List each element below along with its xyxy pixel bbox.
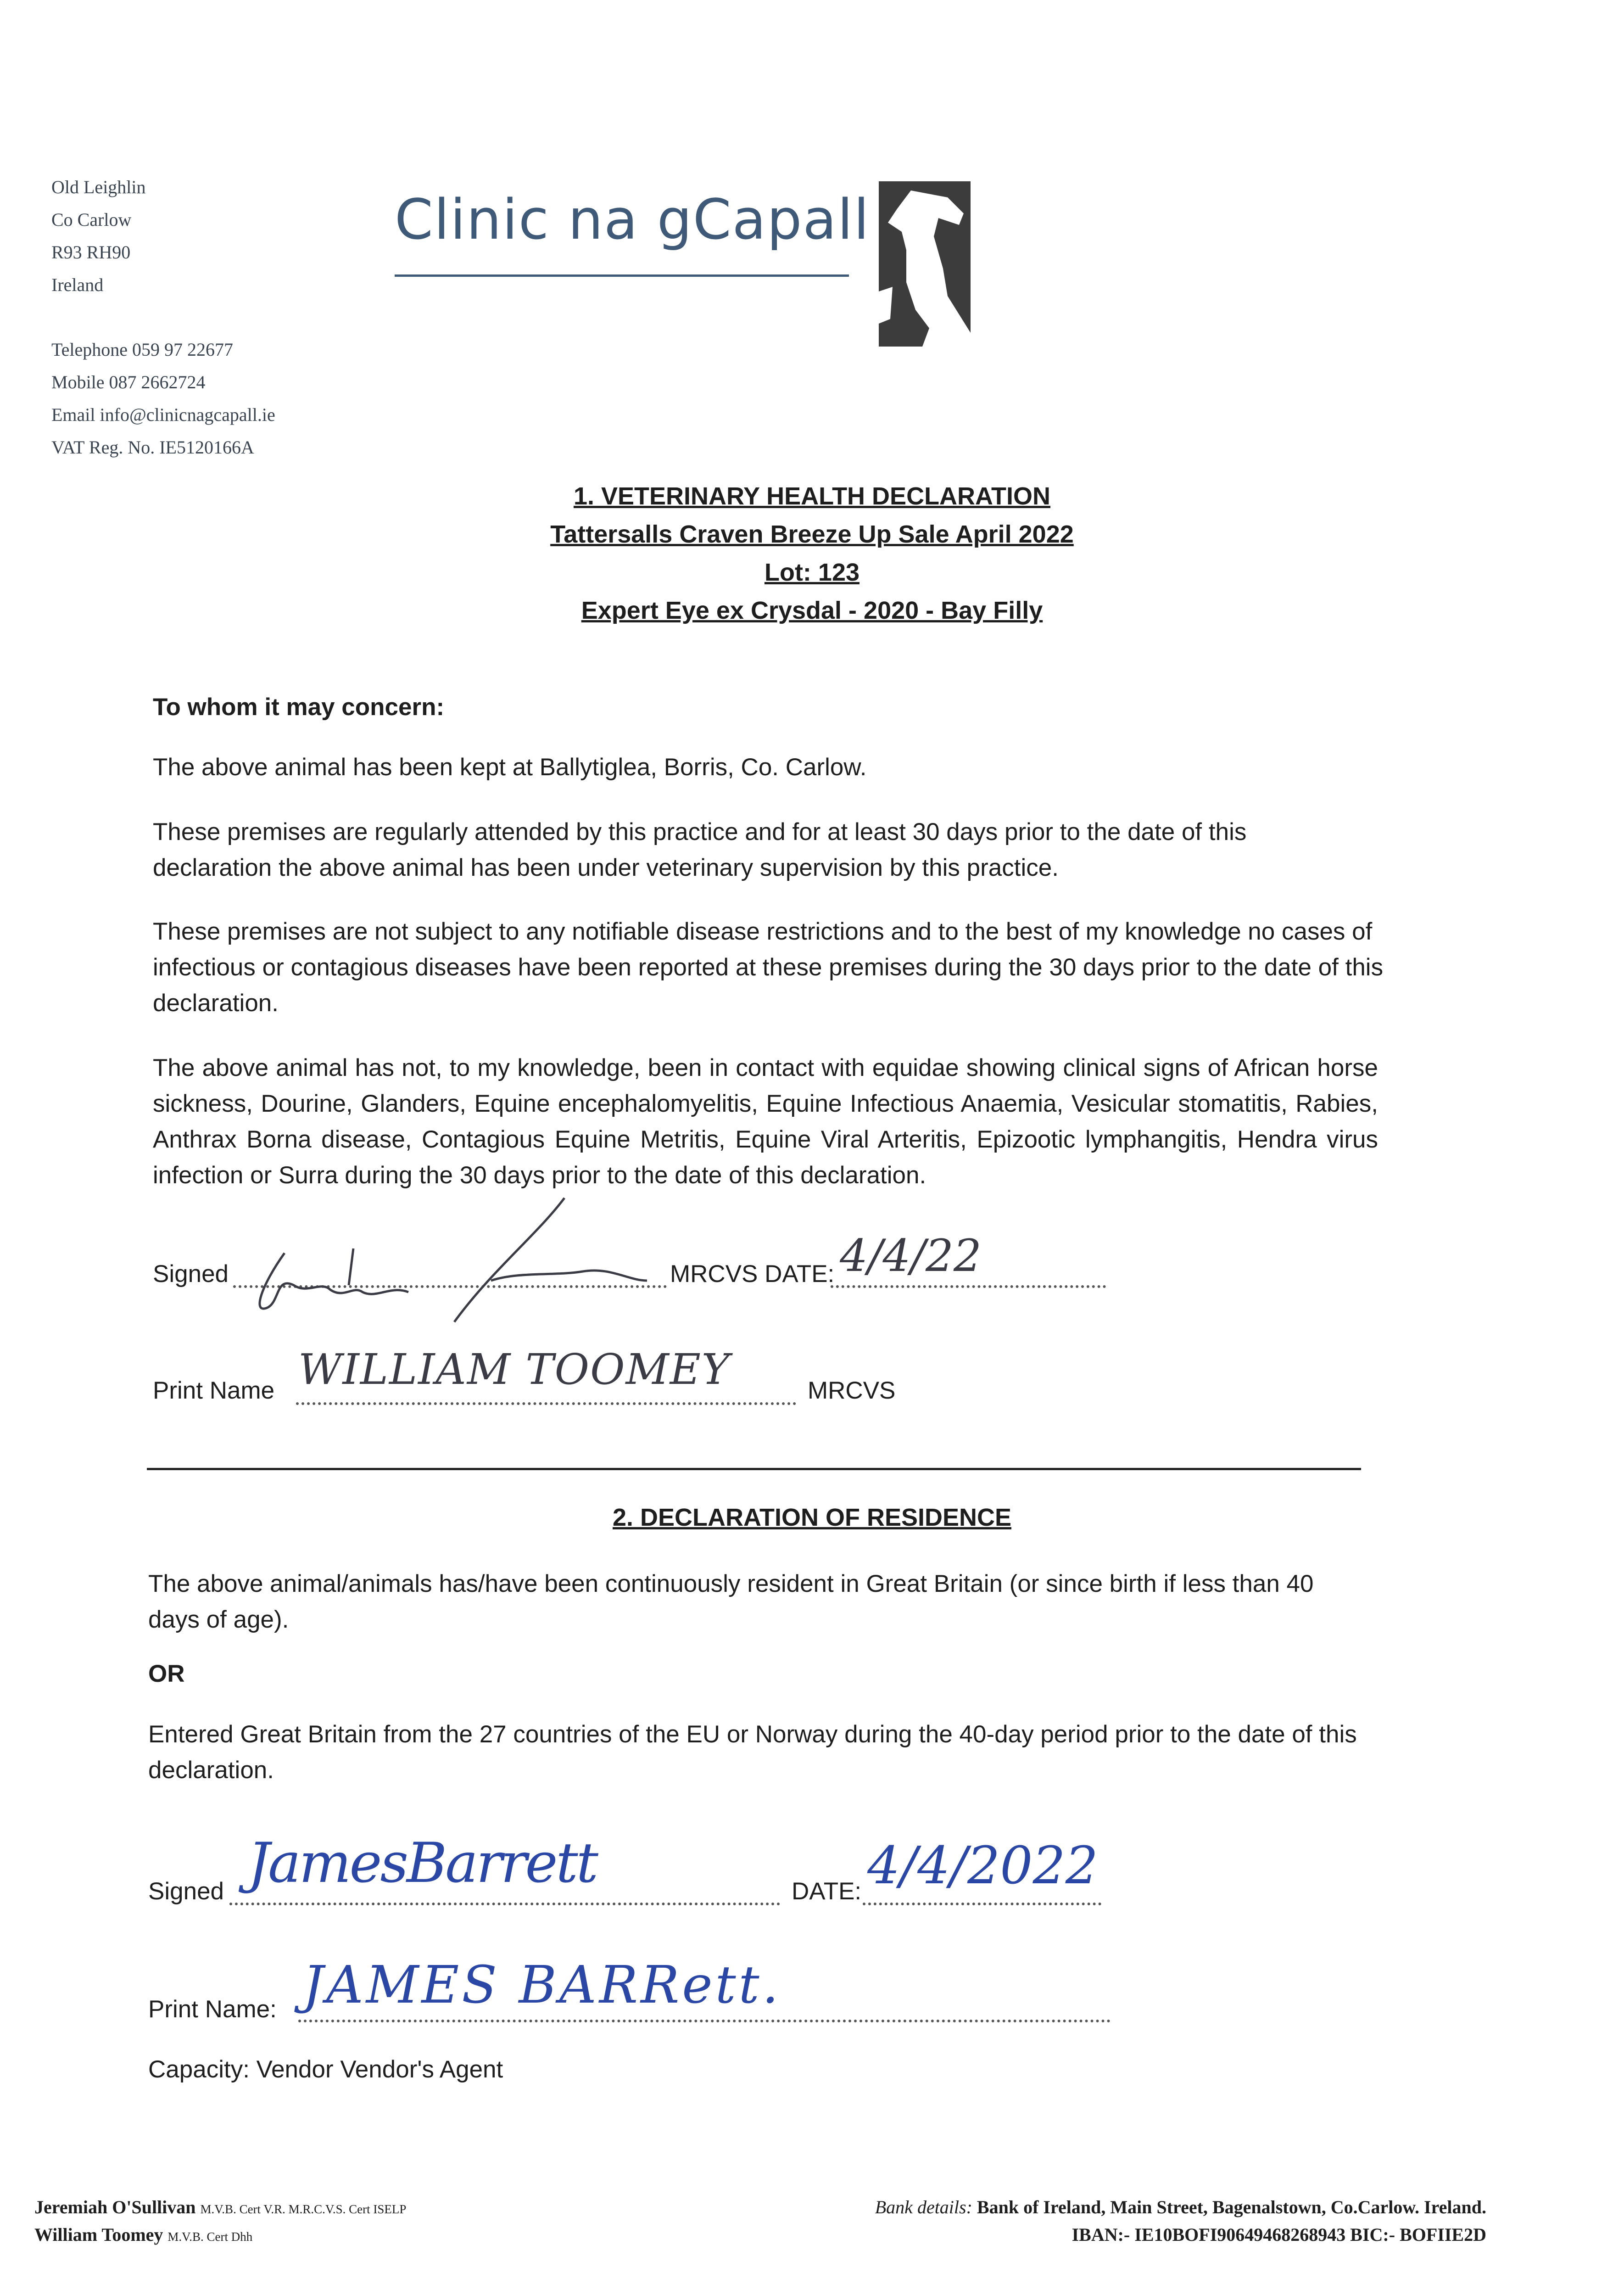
bank-label: Bank details: [875, 2197, 972, 2217]
or-label: OR [148, 1660, 185, 1687]
vendor-date-label: DATE: [792, 1878, 862, 1905]
vendor-print-name-dotted-line [298, 2020, 1111, 2022]
logo-underline [395, 274, 849, 277]
paragraph: The above animal has not, to my knowledge, been in contact with equidae showing clinical signs of African horse sickness, Dourine, Glanders, Equine encephalomyelitis, Equine Infectious Anaemia, Vesicular stomatitis, Rabies, Anthrax Borna disease, Contagious Equine Metritis, Equine Viral Arteritis, Epizootic lymphangitis, Hendra virus infection or Surra during the 30 days prior to the date of this declaration. [153, 1054, 1378, 1189]
vet2-name: William Toomey [34, 2224, 163, 2245]
vendor-print-name: JAMES BARRett. [303, 1955, 781, 2015]
print-name-dotted-line [296, 1402, 796, 1405]
lot-number: Lot: 123 [764, 559, 860, 586]
paragraph: These premises are regularly attended by this practice and for at least 30 days prior to the date of this declaration the above animal has been under veterinary supervision by this practice. [153, 818, 1247, 881]
clinic-logo-text: Clinic na gCapall [395, 188, 870, 252]
vet-signature [234, 1193, 693, 1331]
vendor-signature: JamesBarrett [248, 1831, 597, 1895]
mobile: Mobile 087 2662724 [51, 372, 206, 392]
vendor-signature-date: 4/4/2022 [867, 1836, 1099, 1896]
mrcvs-suffix: MRCVS [808, 1377, 896, 1404]
bank-details [875, 2196, 1486, 2218]
paragraph: These premises are not subject to any notifiable disease restrictions and to the best of my knowledge no cases of infectious or contagious diseases have been reported at these premises during the 30 days prior to the date of this declaration. [153, 918, 1384, 1017]
email: Email info@clinicnagcapall.ie [51, 404, 275, 425]
paragraph: The above animal/animals has/have been continuously resident in Great Britain (or since birth if less than 40 days of age). [148, 1570, 1314, 1633]
address-line: R93 RH90 [51, 242, 131, 263]
address-block [51, 171, 146, 301]
paragraph: Entered Great Britain from the 27 countries of the EU or Norway during the 40-day period prior to the date of this declaration. [148, 1721, 1357, 1784]
horse-description: Expert Eye ex Crysdal - 2020 - Bay Filly [581, 597, 1043, 624]
vet-print-name: WILLIAM TOOMEY [298, 1345, 731, 1394]
paragraph: The above animal has been kept at Ballytiglea, Borris, Co. Carlow. [153, 754, 867, 781]
print-name-label: Print Name [153, 1377, 275, 1404]
section2-title: 2. DECLARATION OF RESIDENCE [612, 1504, 1012, 1531]
horse-head-icon [879, 181, 971, 347]
vendor-print-name-label: Print Name: [148, 1996, 277, 2023]
iban-bic: IBAN:- IE10BOFI90649468268943 BIC:- BOFIIE2D [1072, 2224, 1486, 2245]
contact-block [51, 333, 275, 464]
vet-signed-label: Signed [153, 1260, 229, 1287]
vet2-qualifications: M.V.B. Cert Dhh [167, 2230, 253, 2244]
vet1-credit [34, 2196, 406, 2218]
section-divider [147, 1468, 1361, 1470]
telephone: Telephone 059 97 22677 [51, 339, 234, 360]
vet-signature-date: 4/4/22 [840, 1230, 982, 1282]
capacity: Capacity: Vendor Vendor's Agent [148, 2056, 503, 2083]
vat-number: VAT Reg. No. IE5120166A [51, 437, 254, 458]
address-line: Co Carlow [51, 209, 132, 230]
section1-title: 1. VETERINARY HEALTH DECLARATION [573, 482, 1051, 510]
address-line: Ireland [51, 274, 104, 295]
vet1-name: Jeremiah O'Sullivan [34, 2197, 196, 2217]
vendor-signature-dotted-line [229, 1903, 780, 1905]
date-dotted-line [831, 1285, 1106, 1288]
salutation: To whom it may concern: [153, 694, 445, 721]
vet2-credit [34, 2224, 252, 2245]
mrcvs-date-label: MRCVS DATE: [670, 1260, 835, 1287]
vendor-signed-label: Signed [148, 1878, 224, 1905]
bank-address: Bank of Ireland, Main Street, Bagenalstown, Co.Carlow. Ireland. [977, 2197, 1486, 2217]
vendor-date-dotted-line [863, 1903, 1101, 1905]
address-line: Old Leighlin [51, 177, 146, 197]
vet1-qualifications: M.V.B. Cert V.R. M.R.C.V.S. Cert ISELP [200, 2202, 407, 2216]
sale-title: Tattersalls Craven Breeze Up Sale April 2022 [550, 521, 1074, 548]
